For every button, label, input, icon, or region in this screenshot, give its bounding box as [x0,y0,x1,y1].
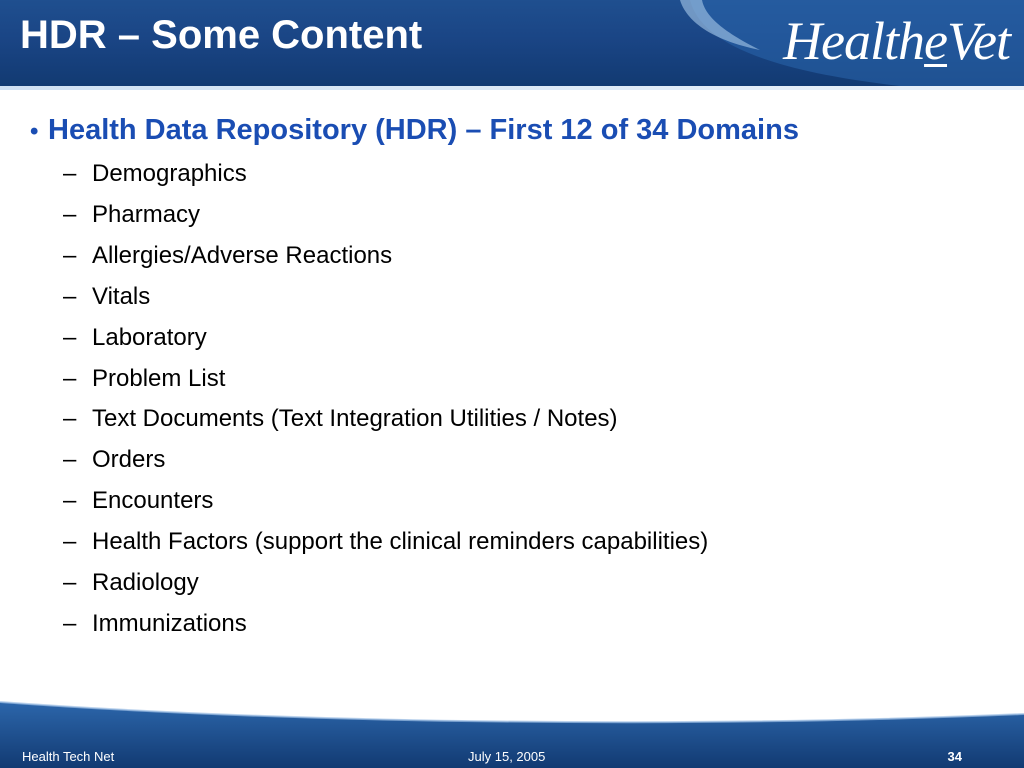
dash-icon: – [63,609,77,637]
domain-label: Health Factors (support the clinical reminders capabilities) [92,528,709,556]
domain-list [30,154,994,645]
domain-label: Demographics [92,160,247,187]
dash-icon: – [63,446,77,474]
footer-date: July 15, 2005 [468,749,546,764]
dash-icon: – [63,160,77,187]
domain-label: Orders [92,446,166,474]
dash-icon: – [63,569,77,597]
slide-header [0,0,1024,86]
slide-number: 34 [947,749,962,764]
dash-icon: – [63,323,77,351]
domain-list-item [63,236,994,277]
domain-label: Encounters [92,487,214,515]
domain-label: Immunizations [92,609,247,637]
dash-icon: – [63,528,77,556]
domain-label: Problem List [92,364,226,392]
domain-list-item [63,399,994,440]
dash-icon: – [63,282,77,310]
logo-text-vet: Vet [947,11,1010,71]
domain-list-item [63,440,994,481]
domain-label: Text Documents (Text Integration Utilities / Notes) [92,405,618,433]
main-bullet-text: Health Data Repository (HDR) – First 12 of 34 Domains [48,114,799,146]
domain-label: Vitals [92,282,151,310]
domain-list-item [63,277,994,318]
slide-body [30,108,994,645]
logo-text-health: Health [783,11,925,71]
domain-list-item [63,522,994,563]
bullet-icon: • [30,118,39,145]
healthevet-logo [783,10,1010,72]
domain-list-item [63,359,994,400]
slide-title: HDR – Some Content [20,13,423,57]
logo-text-e: e [924,11,948,71]
dash-icon: – [63,487,77,515]
footer-organization: Health Tech Net [22,749,115,764]
domain-list-item [63,154,994,195]
domain-label: Laboratory [92,323,207,351]
domain-list-item [63,481,994,522]
main-bullet [30,108,994,154]
dash-icon: – [63,405,77,433]
domain-list-item [63,318,994,359]
domain-label: Radiology [92,569,199,597]
dash-icon: – [63,200,77,228]
domain-label: Allergies/Adverse Reactions [92,241,393,269]
dash-icon: – [63,364,77,392]
dash-icon: – [63,241,77,269]
domain-list-item [63,195,994,236]
domain-label: Pharmacy [92,200,201,228]
header-divider [0,86,1024,90]
domain-list-item [63,604,994,645]
domain-list-item [63,563,994,604]
